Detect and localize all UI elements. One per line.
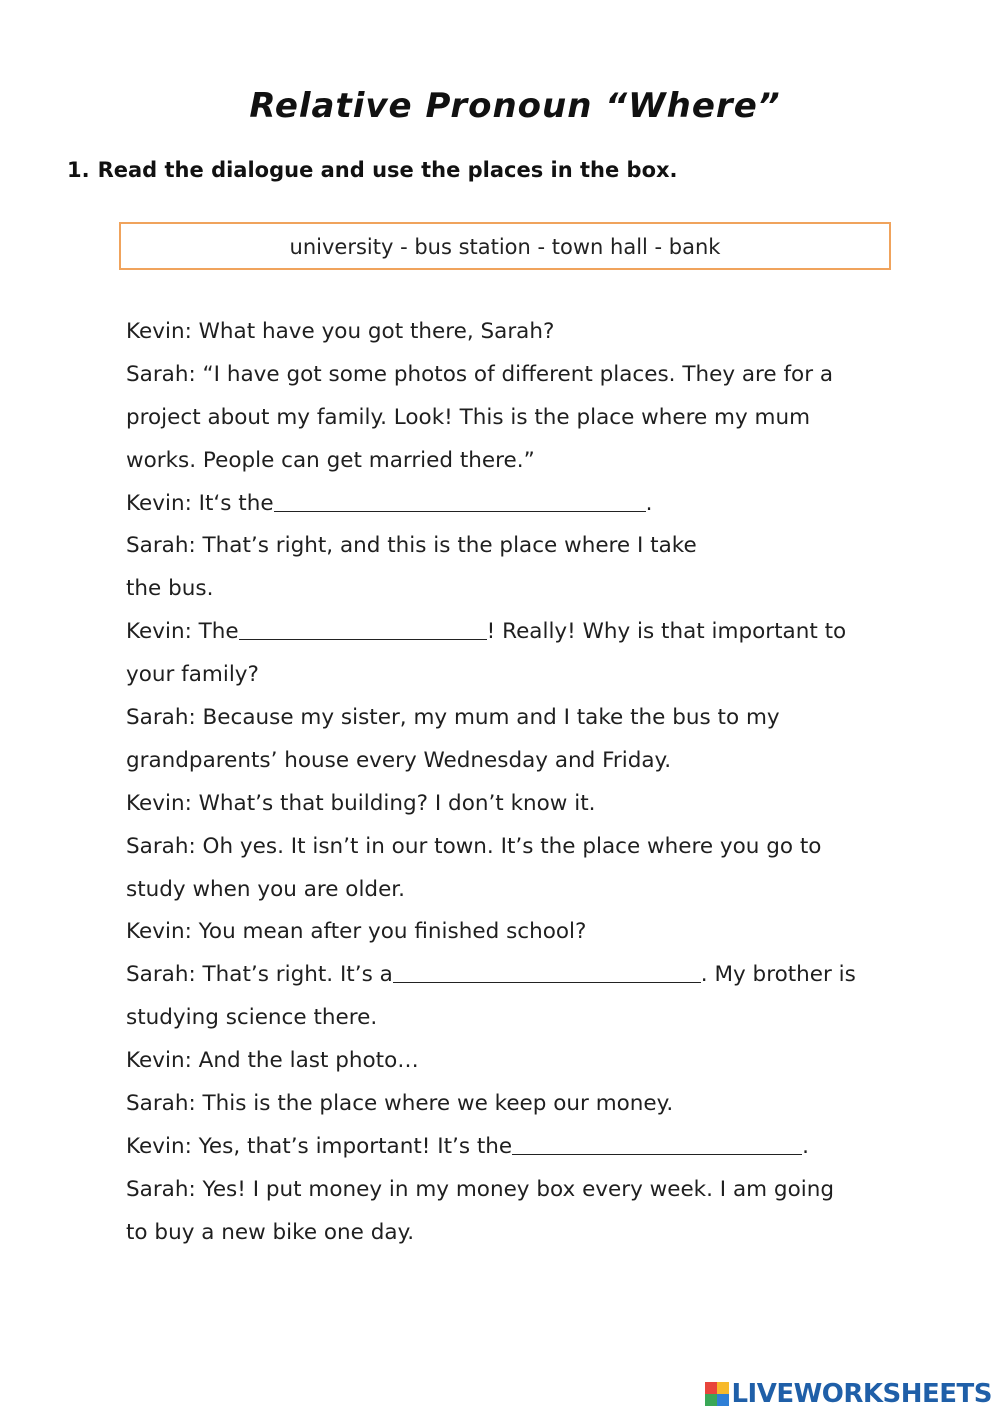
answer-blank-1[interactable] [274, 485, 646, 512]
dialogue-line: Sarah: Yes! I put money in my money box every week. I am going [126, 1176, 834, 1202]
dialogue-line: Kevin: What’s that building? I don’t know it. [126, 790, 596, 816]
dialogue-line: Sarah: That’s right, and this is the place where I take [126, 533, 697, 559]
dialogue-line: Sarah: “I have got some photos of different places. They are for a [126, 361, 834, 387]
page-title: Relative Pronoun “Where” [249, 86, 781, 126]
dialogue-line: Kevin: And the last photo… [126, 1048, 419, 1074]
answer-blank-2[interactable] [239, 613, 487, 640]
line-text: . My brother is [700, 962, 856, 988]
line-text: . [802, 1133, 810, 1159]
dialogue [126, 311, 936, 1255]
dialogue-line: study when you are older. [126, 876, 406, 902]
dialogue-line: the bus. [126, 576, 214, 602]
instruction [67, 158, 678, 182]
dialogue-line: works. People can get married there.” [126, 447, 535, 473]
dialogue-line [126, 954, 936, 997]
line-text: Sarah: That’s right. It’s a [126, 962, 393, 988]
logo-text: LIVEWORKSHEETS [731, 1379, 992, 1409]
word-box: university - bus station - town hall - bank [119, 222, 891, 270]
instruction-number: 1. [67, 158, 90, 182]
line-text: Kevin: The [126, 619, 239, 645]
dialogue-line: to buy a new bike one day. [126, 1219, 415, 1245]
dialogue-line: your family? [126, 662, 259, 688]
answer-blank-4[interactable] [512, 1128, 802, 1155]
liveworksheets-logo [705, 1379, 992, 1409]
line-text: Kevin: It‘s the [126, 490, 274, 516]
dialogue-line: Sarah: Oh yes. It isn’t in our town. It’s the place where you go to [126, 833, 822, 859]
dialogue-line: Kevin: You mean after you finished school? [126, 919, 587, 945]
dialogue-line: Sarah: Because my sister, my mum and I take the bus to my [126, 705, 780, 731]
dialogue-line: studying science there. [126, 1005, 378, 1031]
dialogue-line: Kevin: What have you got there, Sarah? [126, 319, 555, 344]
dialogue-line [126, 1126, 936, 1169]
line-text: . [645, 490, 653, 516]
answer-blank-3[interactable] [393, 956, 701, 983]
dialogue-line [126, 611, 936, 654]
dialogue-line: grandparents’ house every Wednesday and Friday. [126, 747, 672, 773]
line-text: ! Really! Why is that important to [486, 619, 847, 645]
line-text: Kevin: Yes, that’s important! It’s the [126, 1133, 513, 1159]
instruction-text: Read the dialogue and use the places in the box. [97, 158, 678, 182]
dialogue-line: Sarah: This is the place where we keep our money. [126, 1091, 674, 1117]
dialogue-line [126, 483, 936, 526]
dialogue-line: project about my family. Look! This is the place where my mum [126, 404, 811, 430]
logo-icon [705, 1382, 729, 1406]
